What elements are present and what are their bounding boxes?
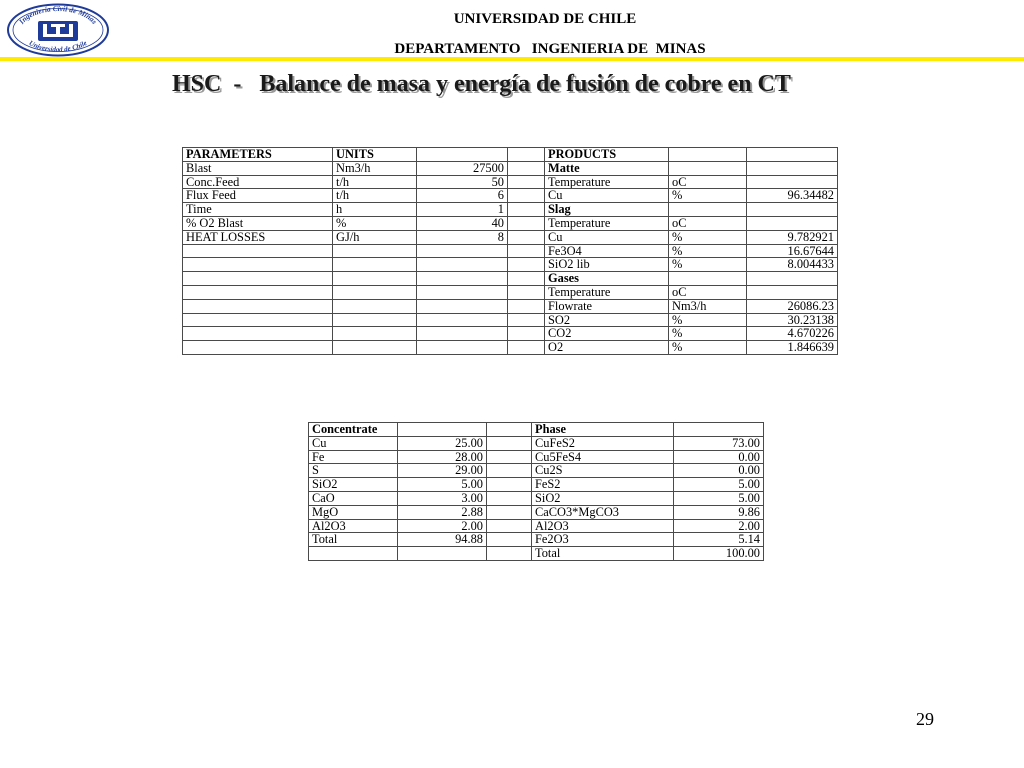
table-cell xyxy=(747,161,838,175)
table-cell: Matte xyxy=(545,161,669,175)
table-header-cell xyxy=(508,148,545,162)
table-cell xyxy=(333,341,417,355)
table-cell xyxy=(417,272,508,286)
table-cell: 28.00 xyxy=(398,450,487,464)
table-row xyxy=(183,216,838,230)
table-cell xyxy=(183,285,333,299)
table-row xyxy=(309,519,764,533)
table-cell xyxy=(508,203,545,217)
table-cell: MgO xyxy=(309,505,398,519)
table-cell: SiO2 xyxy=(309,478,398,492)
table-cell: % xyxy=(669,244,747,258)
table-header-cell: PARAMETERS xyxy=(183,148,333,162)
table-cell xyxy=(508,189,545,203)
table-cell xyxy=(747,272,838,286)
table-cell: Cu xyxy=(545,189,669,203)
table-header-cell xyxy=(669,148,747,162)
table-cell: % xyxy=(333,216,417,230)
table-row xyxy=(183,299,838,313)
table-cell: oC xyxy=(669,216,747,230)
table-row xyxy=(183,244,838,258)
table-cell xyxy=(183,272,333,286)
table-cell xyxy=(487,547,532,561)
table-cell xyxy=(747,175,838,189)
table-cell xyxy=(508,285,545,299)
table-cell: Temperature xyxy=(545,216,669,230)
table-cell xyxy=(508,299,545,313)
university-name: UNIVERSIDAD DE CHILE xyxy=(453,11,637,27)
concentrate-phase-table xyxy=(308,422,764,561)
table-cell xyxy=(417,285,508,299)
table-cell xyxy=(417,313,508,327)
table-header-cell xyxy=(398,423,487,437)
table-cell: O2 xyxy=(545,341,669,355)
table-cell xyxy=(747,203,838,217)
header-divider xyxy=(0,57,1024,61)
table-cell xyxy=(508,175,545,189)
table-cell xyxy=(669,161,747,175)
table-cell: Cu2S xyxy=(532,464,674,478)
table-cell: t/h xyxy=(333,175,417,189)
table-cell: CaCO3*MgCO3 xyxy=(532,505,674,519)
table-cell xyxy=(398,547,487,561)
table-cell xyxy=(508,327,545,341)
table-cell xyxy=(417,244,508,258)
table-row xyxy=(183,327,838,341)
table-row xyxy=(183,203,838,217)
table-cell xyxy=(183,244,333,258)
logo-text-top: Ingeniería Civil de Minas xyxy=(16,3,100,26)
table-cell: 4.670226 xyxy=(747,327,838,341)
table-cell: Nm3/h xyxy=(669,299,747,313)
table-row xyxy=(309,478,764,492)
table-row xyxy=(309,491,764,505)
table-cell: % xyxy=(669,327,747,341)
table-cell: Time xyxy=(183,203,333,217)
table-cell: Cu xyxy=(545,230,669,244)
table-cell: S xyxy=(309,464,398,478)
table-cell: Blast xyxy=(183,161,333,175)
table-cell: CO2 xyxy=(545,327,669,341)
table-cell xyxy=(508,341,545,355)
table-cell: 94.88 xyxy=(398,533,487,547)
table-row xyxy=(309,450,764,464)
table-cell xyxy=(508,272,545,286)
table-cell: 2.00 xyxy=(674,519,764,533)
table-cell: 0.00 xyxy=(674,450,764,464)
table-cell: % xyxy=(669,230,747,244)
table-row xyxy=(309,505,764,519)
table-cell: % O2 Blast xyxy=(183,216,333,230)
table-cell: 8.004433 xyxy=(747,258,838,272)
table-row xyxy=(183,272,838,286)
table-cell: 1 xyxy=(417,203,508,217)
table-header-cell: UNITS xyxy=(333,148,417,162)
table-row xyxy=(183,230,838,244)
table-cell xyxy=(508,313,545,327)
table-cell xyxy=(487,505,532,519)
table-cell: oC xyxy=(669,175,747,189)
table-row xyxy=(309,533,764,547)
table-cell: Flowrate xyxy=(545,299,669,313)
table-cell: 0.00 xyxy=(674,464,764,478)
table-cell: 5.14 xyxy=(674,533,764,547)
table-row xyxy=(309,464,764,478)
table-cell: 30.23138 xyxy=(747,313,838,327)
table-cell: Al2O3 xyxy=(309,519,398,533)
table-cell xyxy=(747,216,838,230)
table-cell xyxy=(487,478,532,492)
table-cell xyxy=(669,203,747,217)
table-row xyxy=(183,161,838,175)
table-cell: SO2 xyxy=(545,313,669,327)
table-cell: 73.00 xyxy=(674,436,764,450)
table-cell: GJ/h xyxy=(333,230,417,244)
table-cell xyxy=(669,272,747,286)
table-row xyxy=(183,258,838,272)
table-cell: Conc.Feed xyxy=(183,175,333,189)
table-cell xyxy=(183,327,333,341)
table-cell xyxy=(487,491,532,505)
table-cell xyxy=(508,161,545,175)
table-cell: Nm3/h xyxy=(333,161,417,175)
table-cell: Slag xyxy=(545,203,669,217)
table-cell: Fe2O3 xyxy=(532,533,674,547)
table-cell xyxy=(183,299,333,313)
parameters-products-table xyxy=(182,147,838,355)
table-header-row xyxy=(309,423,764,437)
table-header-cell xyxy=(417,148,508,162)
table-cell: Total xyxy=(532,547,674,561)
table-cell xyxy=(333,327,417,341)
table-cell: 26086.23 xyxy=(747,299,838,313)
table-cell: HEAT LOSSES xyxy=(183,230,333,244)
table-cell: Fe3O4 xyxy=(545,244,669,258)
table-cell: SiO2 lib xyxy=(545,258,669,272)
table-cell: SiO2 xyxy=(532,491,674,505)
table-row xyxy=(309,547,764,561)
table-cell: % xyxy=(669,313,747,327)
table-cell xyxy=(183,341,333,355)
table-cell: % xyxy=(669,258,747,272)
table-header-cell: Phase xyxy=(532,423,674,437)
table-cell xyxy=(309,547,398,561)
table-cell: % xyxy=(669,341,747,355)
logo-text-bottom: Universidad de Chile xyxy=(27,39,89,54)
page-number: 29 xyxy=(916,709,934,729)
table-cell: 5.00 xyxy=(398,478,487,492)
table-cell: oC xyxy=(669,285,747,299)
table-cell: 1.846639 xyxy=(747,341,838,355)
table-cell: 27500 xyxy=(417,161,508,175)
table-cell: 5.00 xyxy=(674,491,764,505)
table-cell: Total xyxy=(309,533,398,547)
table-cell: % xyxy=(669,189,747,203)
table-cell: 2.00 xyxy=(398,519,487,533)
table-cell: Al2O3 xyxy=(532,519,674,533)
table-cell: 29.00 xyxy=(398,464,487,478)
table-cell xyxy=(487,533,532,547)
table-cell: FeS2 xyxy=(532,478,674,492)
table-row xyxy=(183,175,838,189)
table-cell: Temperature xyxy=(545,175,669,189)
table-cell: t/h xyxy=(333,189,417,203)
table-cell: Flux Feed xyxy=(183,189,333,203)
table-row xyxy=(183,285,838,299)
table-header-row xyxy=(183,148,838,162)
university-logo xyxy=(6,3,110,57)
table-row xyxy=(183,189,838,203)
table-cell: 8 xyxy=(417,230,508,244)
table-cell: h xyxy=(333,203,417,217)
table-cell: 9.782921 xyxy=(747,230,838,244)
table-cell: 100.00 xyxy=(674,547,764,561)
table-cell: 6 xyxy=(417,189,508,203)
table-cell xyxy=(487,436,532,450)
table-cell xyxy=(417,299,508,313)
table-header-cell xyxy=(747,148,838,162)
table-cell xyxy=(487,464,532,478)
table-cell: 16.67644 xyxy=(747,244,838,258)
table-cell: 2.88 xyxy=(398,505,487,519)
department-name: DEPARTAMENTO INGENIERIA DE MINAS xyxy=(394,41,706,57)
table-cell: Temperature xyxy=(545,285,669,299)
table-cell xyxy=(508,258,545,272)
table-cell: 96.34482 xyxy=(747,189,838,203)
table-cell xyxy=(417,258,508,272)
table-cell: 5.00 xyxy=(674,478,764,492)
table-cell xyxy=(183,313,333,327)
table-cell xyxy=(333,299,417,313)
slide-title: HSC - Balance de masa y energía de fusión de cobre en CT xyxy=(172,71,791,97)
table-cell xyxy=(487,519,532,533)
table-cell xyxy=(333,313,417,327)
table-cell: 3.00 xyxy=(398,491,487,505)
table-cell: 40 xyxy=(417,216,508,230)
table-cell: 50 xyxy=(417,175,508,189)
table-cell: Gases xyxy=(545,272,669,286)
table-row xyxy=(183,341,838,355)
table-cell xyxy=(333,285,417,299)
table-row xyxy=(183,313,838,327)
table-cell: CaO xyxy=(309,491,398,505)
table-cell xyxy=(417,341,508,355)
table-cell xyxy=(417,327,508,341)
table-cell: Cu5FeS4 xyxy=(532,450,674,464)
table-cell xyxy=(183,258,333,272)
table-header-cell xyxy=(674,423,764,437)
table-cell xyxy=(333,258,417,272)
table-cell xyxy=(508,244,545,258)
table-cell: Fe xyxy=(309,450,398,464)
table-row xyxy=(309,436,764,450)
table-cell: 9.86 xyxy=(674,505,764,519)
table-cell: 25.00 xyxy=(398,436,487,450)
table-header-cell: PRODUCTS xyxy=(545,148,669,162)
table-cell xyxy=(333,272,417,286)
table-header-cell: Concentrate xyxy=(309,423,398,437)
table-cell xyxy=(508,230,545,244)
table-cell: Cu xyxy=(309,436,398,450)
table-cell xyxy=(333,244,417,258)
table-header-cell xyxy=(487,423,532,437)
table-cell xyxy=(487,450,532,464)
table-cell xyxy=(508,216,545,230)
table-cell: CuFeS2 xyxy=(532,436,674,450)
table-cell xyxy=(747,285,838,299)
